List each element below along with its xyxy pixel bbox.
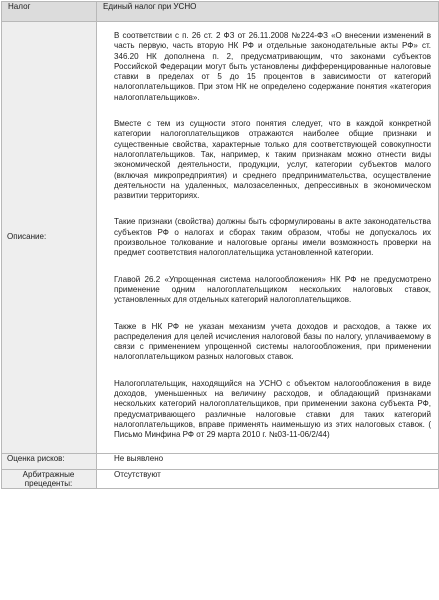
description-paragraph: Налогоплательщик, находящийся на УСНО с объектом налогообложения в виде доходов, уменьшенных на величину расходов, и обладающий признаками нескольких категорий налогоплательщиков, при применении закона субъекта РФ, предусматривающего различные налоговые ставки для таких категорий налогоплательщиков, вправе применять наименьшую из этих налоговых ставок. ( Письмо Минфина РФ от 29 марта 2010 г. №03-11-06/2/44) xyxy=(114,378,431,440)
header-label-cell xyxy=(2,2,97,22)
description-label-cell xyxy=(2,22,97,454)
header-row xyxy=(2,2,439,22)
risk-row xyxy=(2,453,439,469)
header-value-cell xyxy=(97,2,439,22)
arbitration-label: Арбитражные прецеденты: xyxy=(22,469,75,488)
risk-label-cell xyxy=(2,453,97,469)
description-paragraph: Такие признаки (свойства) должны быть сформулированы в акте законодательства субъектов РФ о налогах и сборах таким образом, чтобы не допускалось их произвольное толкование и налоговые органы имели возможность проверки на предмет соответствия налогоплательщика установленной категории. xyxy=(114,217,431,258)
header-label: Налог xyxy=(8,2,31,11)
risk-label: Оценка рисков: xyxy=(7,453,65,463)
description-paragraph: Главой 26.2 «Упрощенная система налогообложения» НК РФ не предусмотрено применение одним налогоплательщиком нескольких налоговых ставок, установленных для отдельных категорий налогоплательщиков. xyxy=(114,274,431,305)
risk-value-cell xyxy=(97,453,439,469)
arbitration-row xyxy=(2,469,439,488)
tax-name: Единый налог при УСНО xyxy=(103,2,197,11)
tax-info-table xyxy=(1,1,439,489)
description-body-cell xyxy=(97,22,439,454)
risk-value: Не выявлено xyxy=(114,453,164,463)
arbitration-label-cell xyxy=(2,469,97,488)
description-row xyxy=(2,22,439,454)
description-paragraph: Также в НК РФ не указан механизм учета доходов и расходов, а также их распределения для целей исчисления налоговой базы по налогу, уплачиваемому в связи с применением упрощенной системы налогообложения, при применении налогоплательщиком разных налоговых ставок. xyxy=(114,321,431,362)
description-label: Описание: xyxy=(7,232,47,242)
arbitration-value: Отсутствуют xyxy=(114,469,161,479)
arbitration-value-cell xyxy=(97,469,439,488)
description-paragraph: В соответствии с п. 26 ст. 2 ФЗ от 26.11.2008 №224-ФЗ «О внесении изменений в часть первую, часть вторую НК РФ и отдельные законодательные акты РФ» ст. 346.20 НК дополнена п. 2, предусматривающим, что законами субъектов Российской Федерации могут быть установлены дифференцированные налоговые ставки в пределах от 5 до 15 процентов в зависимости от категорий налогоплательщиков. При этом НК не определено содержание понятия «категория налогоплательщиков». xyxy=(114,31,431,102)
description-paragraph: Вместе с тем из сущности этого понятия следует, что в каждой конкретной категории налогоплательщиков отражаются наиболее общие признаки и существенные свойства, характерные только для соответствующей совокупности налогоплательщиков. Так, например, к таким признакам можно отнести виды экономической деятельности, продукции, услуг, категории субъектов малого (включая микропредприятия) и среднего предпринимательства, осуществление деятельности на удаленных, малозаселенных, депрессивных в экономическом развитии территориях. xyxy=(114,119,431,201)
